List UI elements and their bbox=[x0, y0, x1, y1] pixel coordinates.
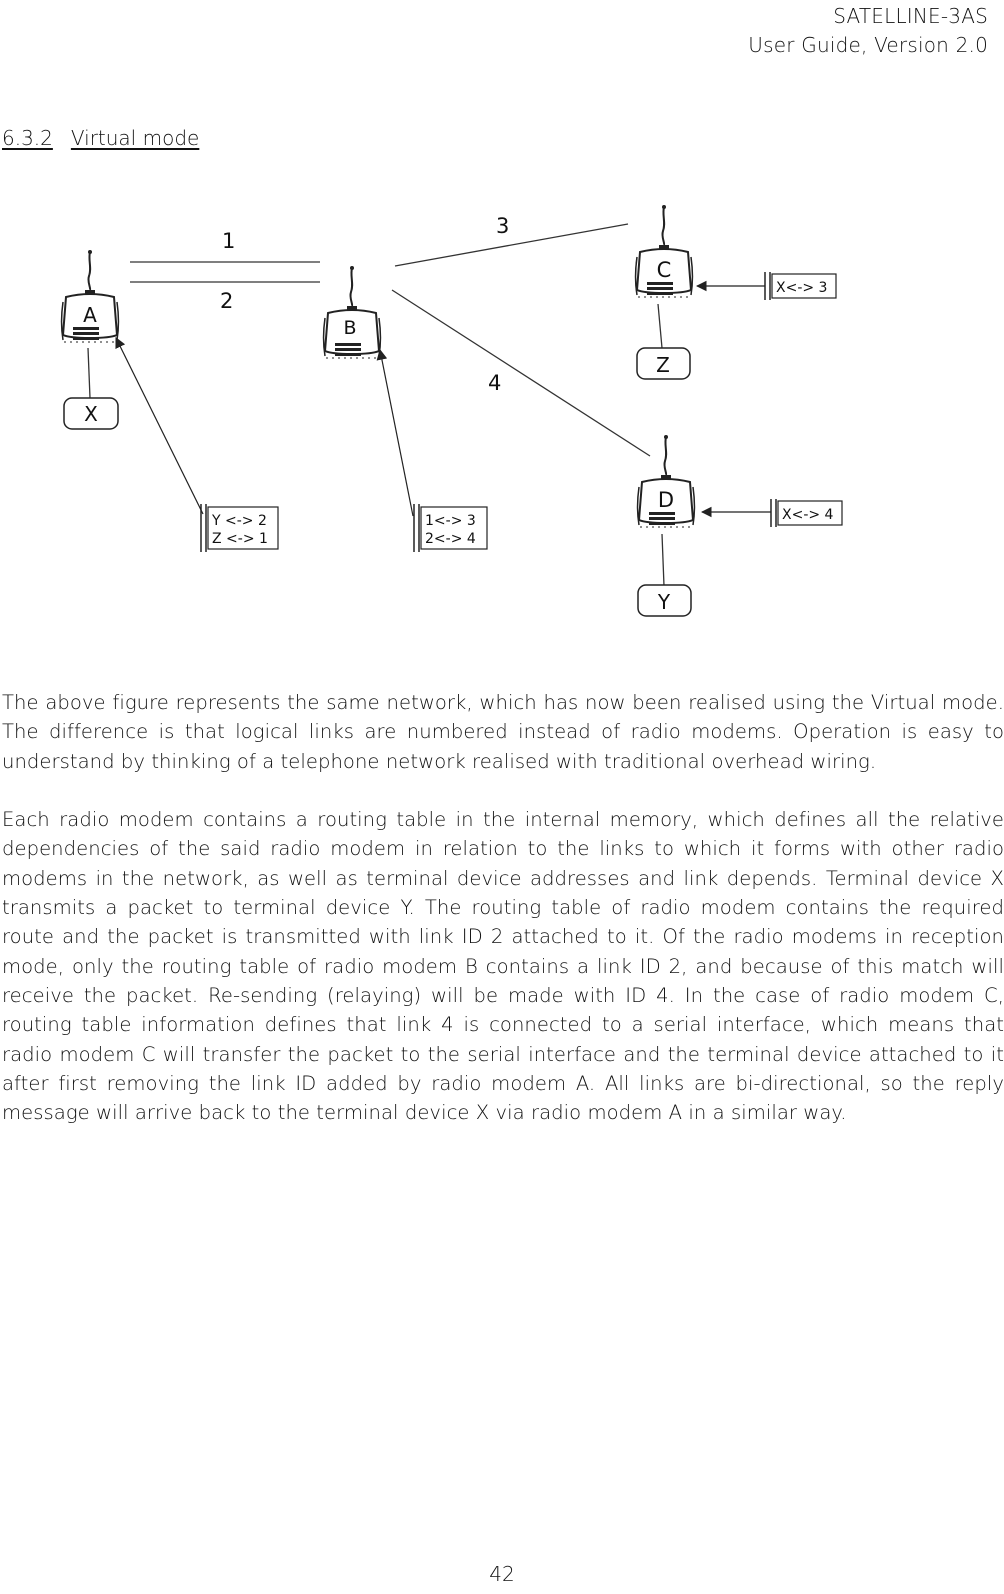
routing-a-line-2: Z <-> 1 bbox=[212, 531, 268, 547]
header-guide-version: User Guide, Version 2.0 bbox=[748, 33, 988, 57]
routing-b-line-2: 2<-> 4 bbox=[425, 531, 476, 547]
modem-d-cable bbox=[662, 534, 664, 586]
section-title: Virtual mode bbox=[70, 126, 200, 150]
page-header bbox=[748, 2, 988, 60]
link-4-label: 4 bbox=[488, 371, 502, 395]
modem-c-label: C bbox=[656, 258, 672, 282]
paragraph-routing-table: Each radio modem contains a routing table in the internal memory, which defines all the relative dependencies of the said radio modem in relation to the links to which it forms with other radio modems in the network, as well as terminal device addresses and link depends. Terminal device X transmits a packet to terminal device Y. The routing table of radio modem contains the required route and the packet is transmitted with link ID 2 attached to it. Of the radio modems in reception mode, only the routing table of radio modem B contains a link ID 2, and because of this match will receive the packet. Re-sending (relaying) will be made with ID 4. In the case of radio modem C, routing table information defines that link 4 is connected to a serial interface, which means that radio modem C will transfer the packet to the serial interface and the terminal device attached to it after first removing the link ID added by radio modem A. All links are bi-directional, so the reply message will arrive back to the terminal device X via radio modem A in a similar way. bbox=[2, 808, 1004, 1125]
link-3-line bbox=[395, 224, 628, 266]
radio-modem-a bbox=[62, 250, 119, 342]
terminal-z-label: Z bbox=[656, 353, 670, 377]
page-number: 42 bbox=[489, 1562, 515, 1586]
radio-modem-c bbox=[636, 205, 693, 297]
virtual-mode-network-diagram bbox=[0, 190, 1004, 650]
header-product: SATELLINE-3AS bbox=[833, 4, 988, 28]
routing-c-line-1: X<-> 3 bbox=[776, 280, 828, 296]
link-4-line bbox=[392, 290, 650, 456]
routing-a-arrow bbox=[116, 338, 203, 514]
section-number: 6.3.2 bbox=[2, 126, 53, 150]
section-heading bbox=[2, 125, 199, 151]
radio-modem-d bbox=[638, 435, 695, 527]
routing-table-d bbox=[771, 499, 842, 527]
routing-b-line-1: 1<-> 3 bbox=[425, 513, 476, 529]
terminal-x-label: X bbox=[84, 402, 98, 426]
link-3-label: 3 bbox=[496, 214, 510, 238]
routing-d-line-1: X<-> 4 bbox=[782, 507, 834, 523]
routing-a-line-1: Y <-> 2 bbox=[212, 513, 267, 529]
terminal-y-label: Y bbox=[657, 590, 671, 614]
routing-table-a bbox=[201, 504, 278, 552]
link-1-label: 1 bbox=[222, 229, 236, 253]
modem-d-label: D bbox=[657, 488, 675, 512]
modem-b-label: B bbox=[343, 317, 357, 339]
link-2-label: 2 bbox=[220, 289, 234, 313]
routing-table-b bbox=[414, 504, 487, 552]
paragraph-virtual-mode-intro: The above figure represents the same network, which has now been realised using the Virtual mode. The difference is that logical links are numbered instead of radio modems. Operation is easy to understand by thinking of a telephone network realised with traditional overhead wiring. bbox=[2, 691, 1004, 773]
body-text bbox=[2, 688, 1004, 1157]
routing-table-c bbox=[765, 272, 836, 300]
modem-a-label: A bbox=[83, 303, 97, 327]
modem-a-cable bbox=[88, 348, 90, 398]
routing-b-arrow bbox=[380, 350, 413, 516]
modem-c-cable bbox=[658, 304, 662, 348]
radio-modem-b bbox=[324, 266, 381, 358]
